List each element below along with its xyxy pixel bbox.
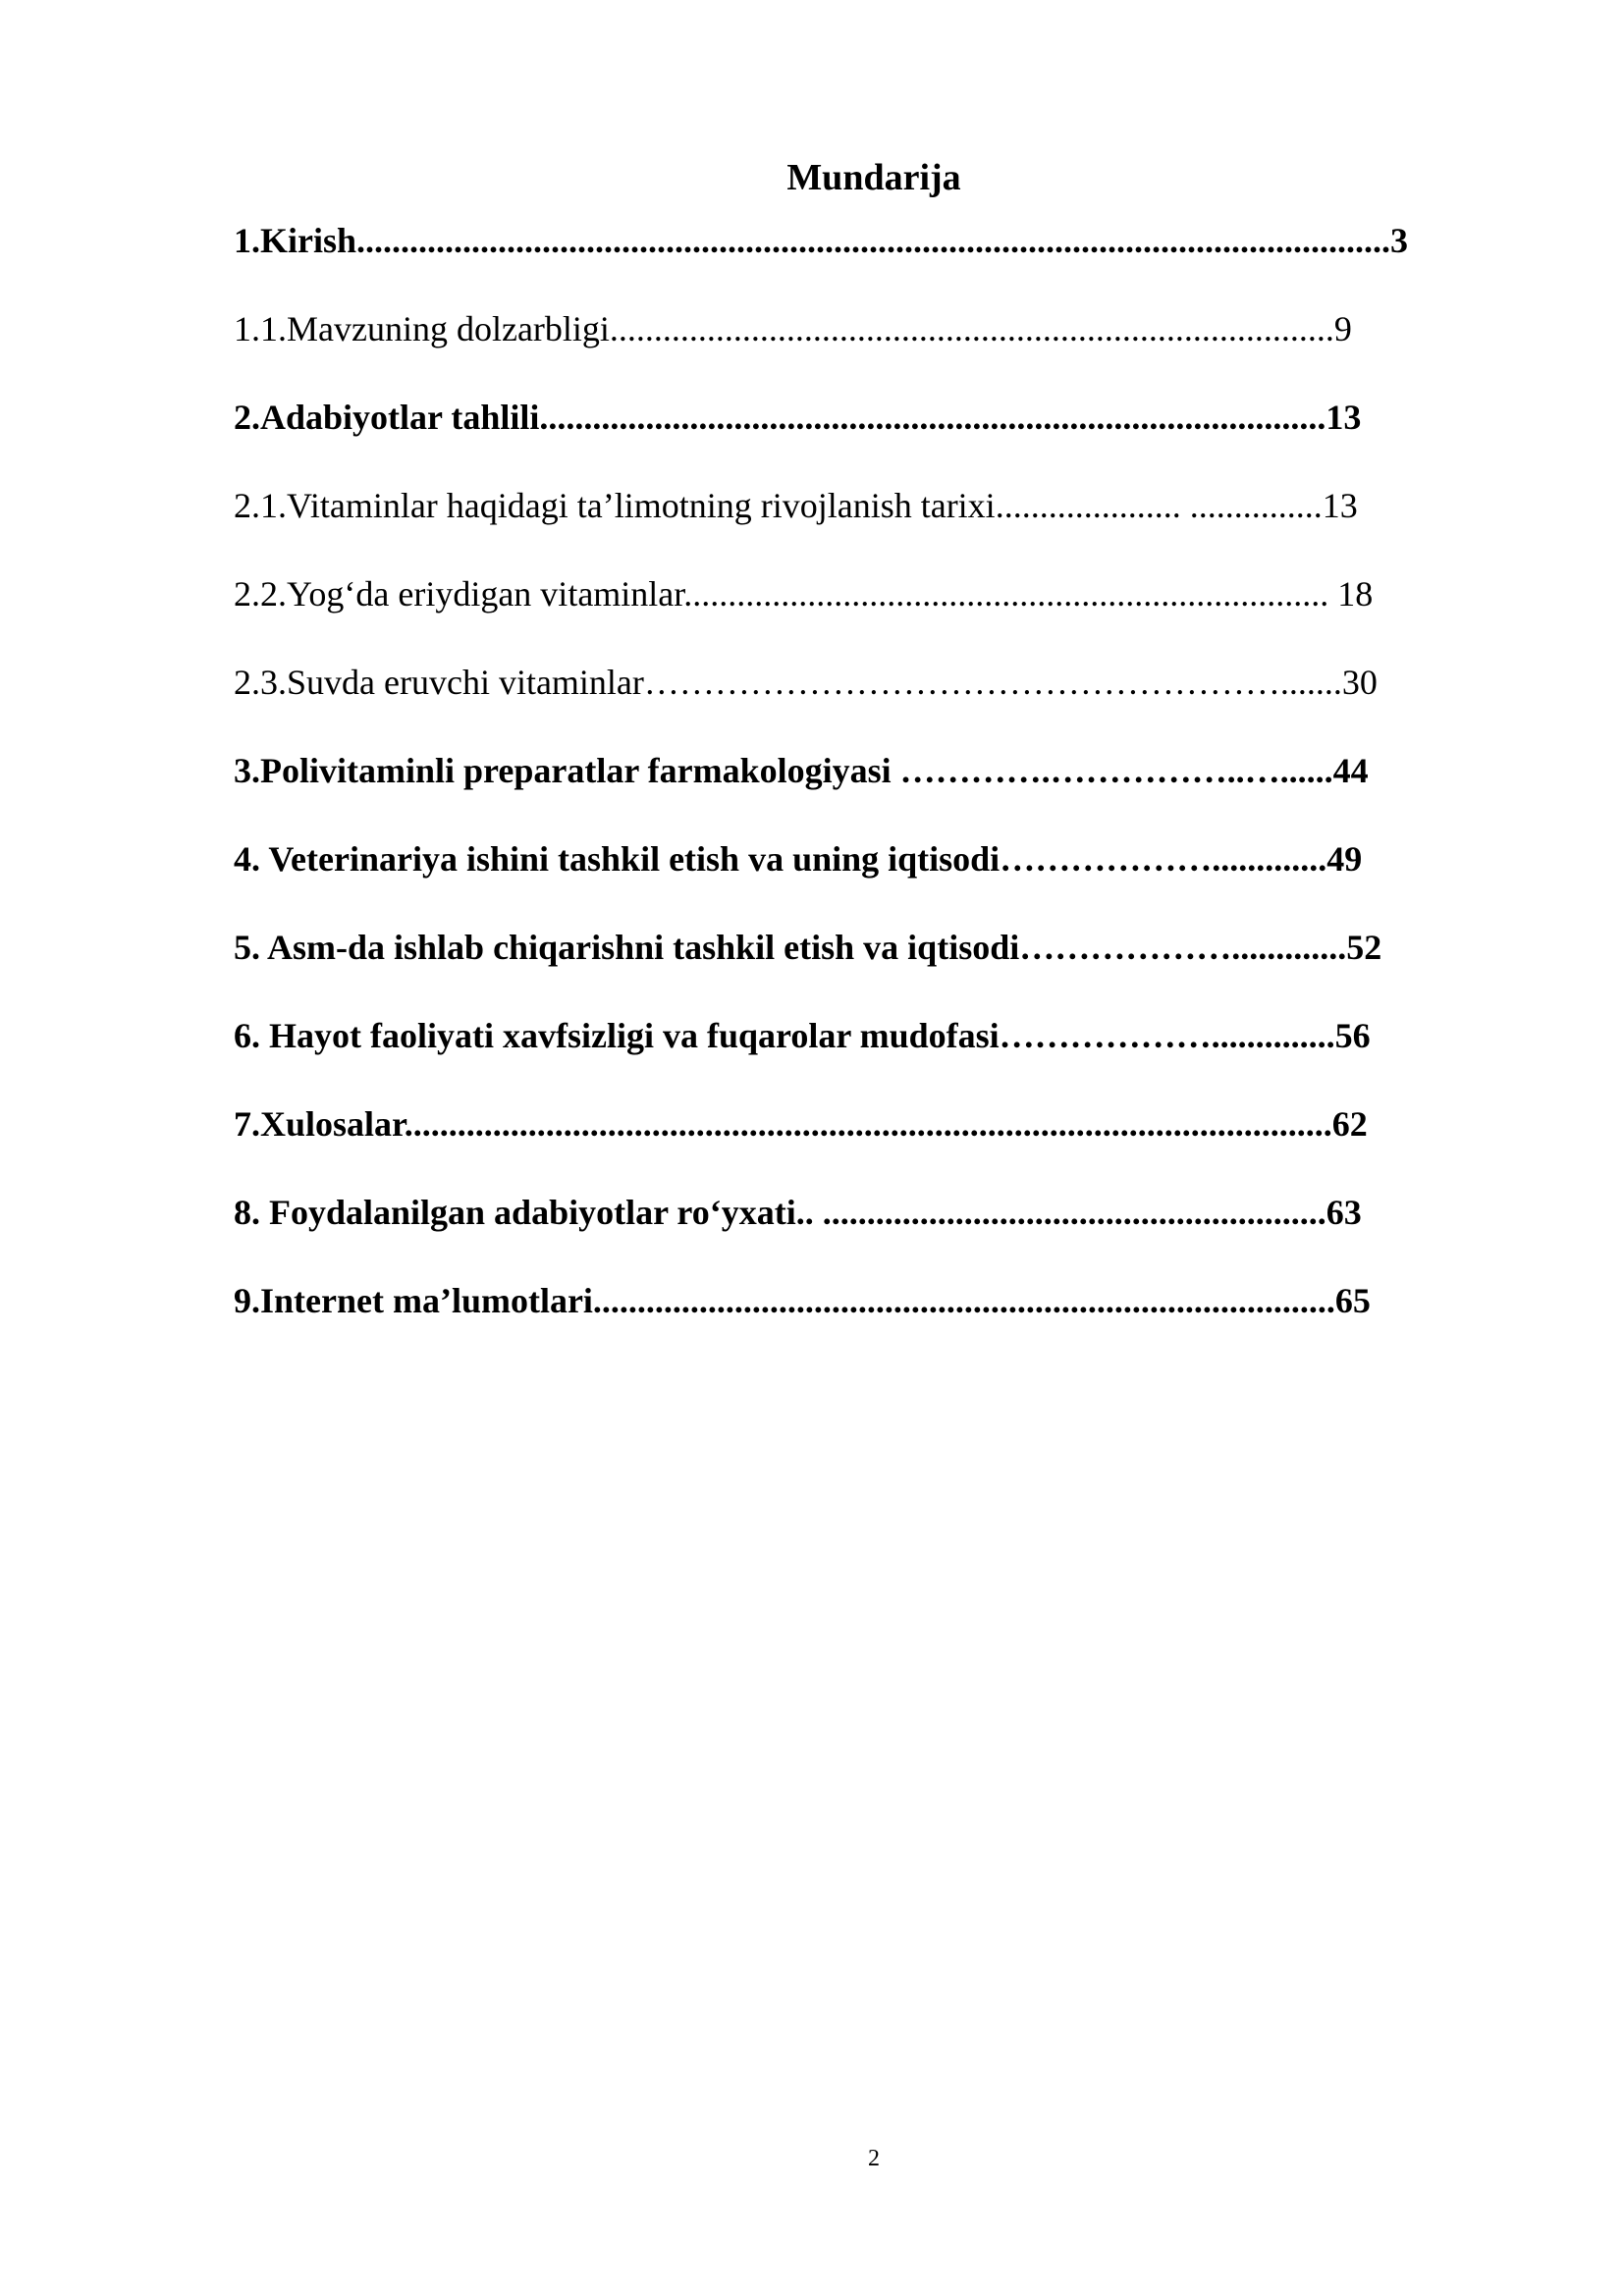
toc-entry-yogda-eriydigan[interactable]: 2.2.Yog‘da eriydigan vitaminlar......................................................................... 18 (234, 574, 1374, 614)
toc-entry-xulosalar[interactable]: 7.Xulosalar.........................................................................................................62 (234, 1104, 1368, 1144)
toc-entry-veterinariya[interactable]: 4. Veterinariya ishini tashkil etish va uning iqtisodi……………….............49 (234, 839, 1363, 879)
toc-entry-adabiyotlar-tahlili[interactable]: 2.Adabiyotlar tahlili.........................................................................................13 (234, 398, 1362, 437)
toc-entry-mavzuning-dolzarbligi[interactable]: 1.1.Mavzuning dolzarbligi..................................................................................9 (234, 309, 1352, 348)
toc-entry-kirish[interactable]: 1.Kirish.....................................................................................................................3 (234, 221, 1409, 260)
toc-entry-internet-malumotlari[interactable]: 9.Internet ma’lumotlari....................................................................................65 (234, 1281, 1371, 1320)
toc-entry-asm-da-ishlab[interactable]: 5. Asm-da ishlab chiqarishni tashkil etish va iqtisodi……………….............52 (234, 928, 1382, 967)
toc-entry-foydalanilgan-adabiyotlar[interactable]: 8. Foydalanilgan adabiyotlar ro‘yxati.. .........................................................63 (234, 1193, 1362, 1232)
toc-entry-polivitaminli[interactable]: 3.Polivitaminli preparatlar farmakologiyasi ………….……………..…......44 (234, 751, 1369, 790)
page-title: Mundarija (786, 157, 961, 198)
toc-entry-hayot-faoliyati[interactable]: 6. Hayot faoliyati xavfsizligi va fuqarolar mudofasi………………..............56 (234, 1016, 1371, 1055)
toc-entry-vitaminlar-tarixi[interactable]: 2.1.Vitaminlar haqidagi ta’limotning rivojlanish tarixi..................... ...............13 (234, 486, 1358, 525)
toc-entry-suvda-eruvchi[interactable]: 2.3.Suvda eruvchi vitaminlar……………………………………………….......30 (234, 663, 1378, 702)
page-number: 2 (868, 2146, 880, 2171)
